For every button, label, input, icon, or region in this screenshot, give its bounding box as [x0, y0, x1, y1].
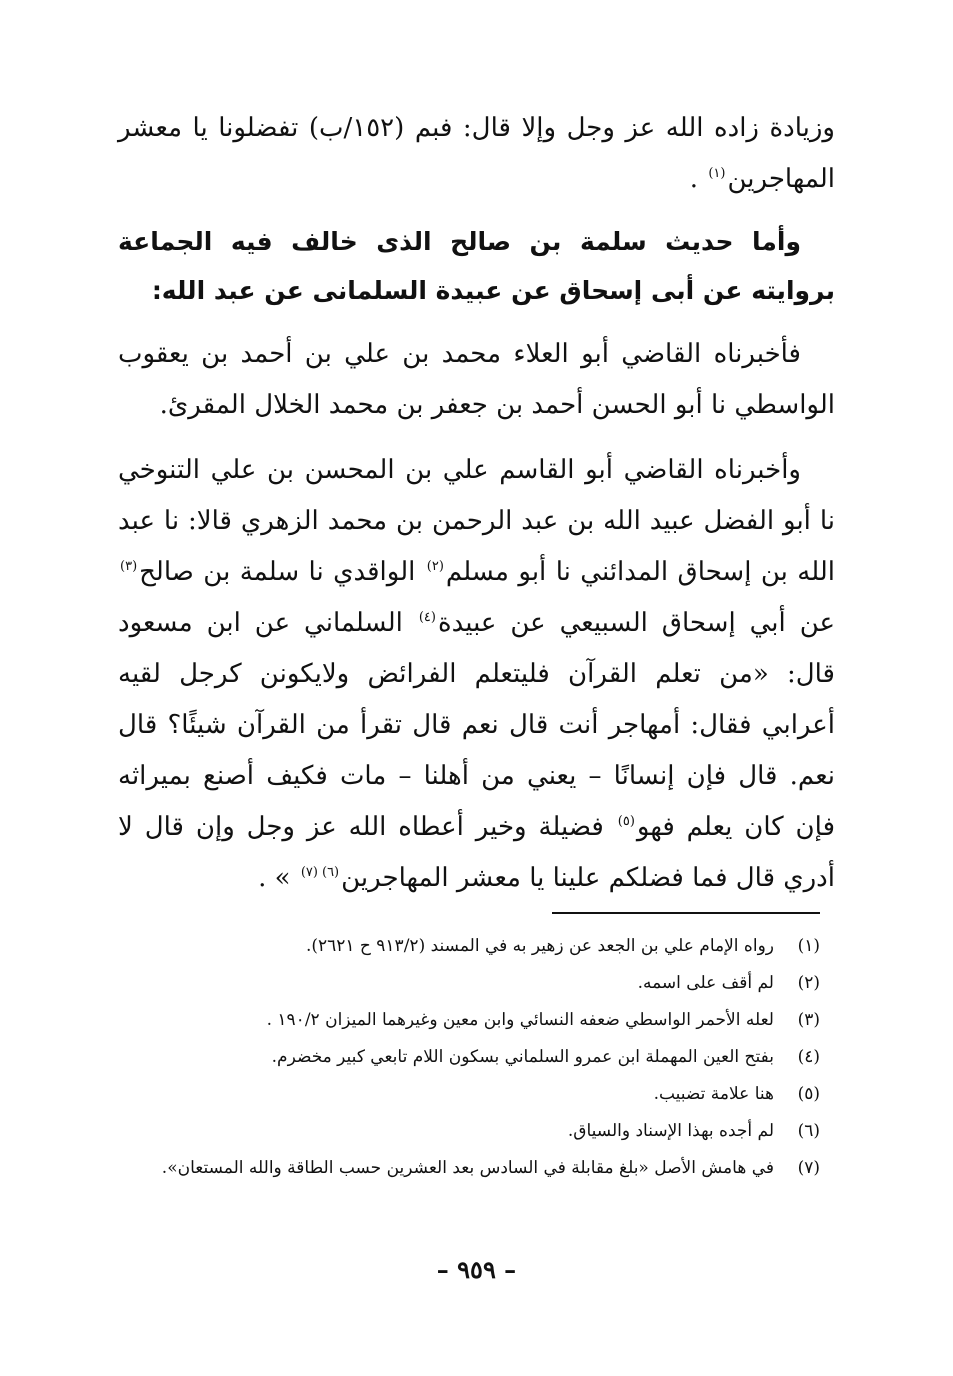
footnote-3 [118, 1002, 820, 1039]
footnote-number: (١) [797, 936, 820, 956]
footnote-number: (٦) [797, 1121, 820, 1141]
footnote-6 [118, 1113, 820, 1150]
paragraph-3-text-c: عن أبي إسحاق السبيعي عن عبيدة [437, 608, 836, 638]
paragraph-1 [118, 103, 835, 205]
footnote-text: هنا علامة تضبيب. [653, 1084, 774, 1104]
footnote-ref-1: (١) [708, 166, 726, 182]
footnote-number: (٥) [797, 1084, 820, 1104]
paragraph-gap [118, 431, 835, 445]
page-number: – ٩٥٩ – [436, 1255, 517, 1284]
footnote-ref-2: (٢) [426, 559, 444, 575]
footnote-text: لعله الأحمر الواسطي ضعفه النسائي وابن معين وغيرهما الميزان ١٩٠/٢ . [266, 1010, 774, 1030]
paragraph-3-text-d: السلماني عن ابن مسعود قال: «من تعلم القرآن فليتعلم الفرائض ولايكونن كرجل لقيه أعرابي فقال: أمهاجر أنت قال نعم قال تقرأ من القرآن شيئًا؟ قال نعم. قال فإن إنسانًا – يعني من أهلنا – مات فكيف أصنع بميراثه فإن كان يعلم فهو [118, 608, 835, 842]
footnote-ref-3: (٣) [120, 559, 138, 575]
paragraph-3 [118, 445, 835, 904]
footnote-number: (٤) [797, 1047, 820, 1067]
footnote-1 [118, 928, 820, 965]
footnote-ref-6: (٦) [321, 865, 340, 881]
paragraph-3-text-b: الواقدي نا سلمة بن صالح [139, 557, 425, 587]
paragraph-3-text-a: وأخبرناه القاضي أبو القاسم علي بن المحسن بن علي التنوخي نا أبو الفضل عبيد الله بن عبد الرحمن بن محمد الزهري قالا: نا عبد الله بن إسحاق المدائني نا أبو مسلم [118, 455, 835, 587]
footnote-number: (٢) [797, 973, 820, 993]
paragraph-2: فأخبرناه القاضي أبو العلاء محمد بن علي بن أحمد بن يعقوب الواسطي نا أبو الحسن أحمد بن جعفر بن محمد الخلال المقرئ. [118, 339, 835, 420]
footnote-ref-4: (٤) [418, 610, 436, 626]
footnote-7 [118, 1150, 820, 1187]
footnote-number: (٧) [797, 1158, 820, 1178]
footnote-separator [552, 912, 820, 914]
footnote-text: بفتح العين المهملة ابن عمرو السلماني بسكون اللام تابعي كبير مخضرم. [271, 1047, 774, 1067]
footnote-text: في هامش الأصل «بلغ مقابلة في السادس بعد العشرين حسب الطاقة والله المستعان». [161, 1158, 774, 1178]
paragraph-1-text: وزيادة زاده الله عز وجل وإلا قال: فبم (١٥٢/ب) تفضلونا يا معشر المهاجرين [118, 113, 835, 194]
paragraph-3-end: » . [258, 863, 299, 893]
footnote-ref-7: (٧) [300, 865, 318, 881]
paragraph-3-text-e: فضيلة وخير أعطاه الله عز وجل وإن قال لا أدري قال فما فضلكم علينا يا معشر المهاجرين [118, 812, 835, 893]
footnote-5 [118, 1076, 820, 1113]
main-text [118, 103, 835, 904]
footnote-text: رواه الإمام علي بن الجعد عن زهير به في المسند (٩١٣/٢ ح ٢٦٢١). [305, 936, 774, 956]
footnote-number: (٣) [797, 1010, 820, 1030]
footnote-text: لم أجده بهذا الإسناد والسياق. [567, 1121, 774, 1141]
paragraph-1-end: . [689, 164, 707, 194]
section-heading: وأما حديث سلمة بن صالح الذى خالف فيه الجماعة بروايته عن أبى إسحاق عن عبيدة السلمانى عن عبد الله: [118, 227, 835, 305]
footnote-4 [118, 1039, 820, 1076]
footnote-2 [118, 965, 820, 1002]
footnote-ref-5: (٥) [617, 814, 635, 830]
footnotes [118, 928, 820, 1187]
footnote-text: لم أقف على اسمه. [637, 973, 774, 993]
